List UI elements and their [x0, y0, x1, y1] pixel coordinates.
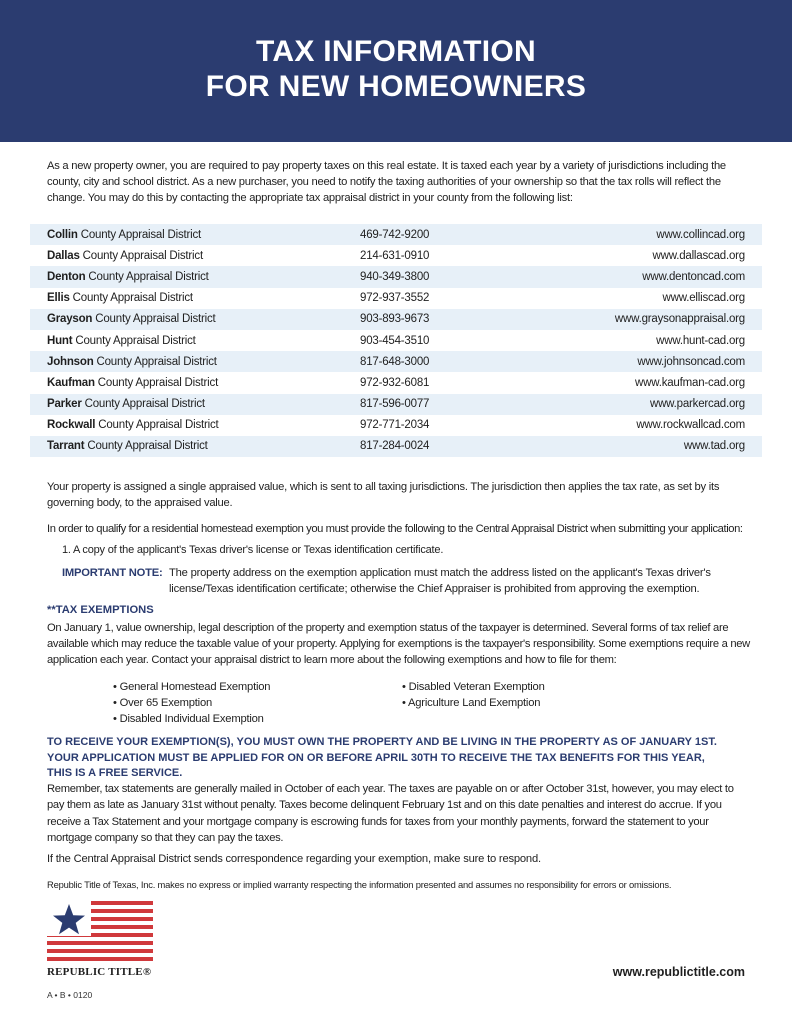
requirement-item: 1. A copy of the applicant's Texas driver's license or Texas identification certificate. — [62, 544, 444, 556]
district-suffix: County Appraisal District — [77, 228, 202, 241]
exemption-warning — [47, 735, 752, 782]
county-name: Johnson — [47, 355, 94, 368]
district-website-link[interactable]: www.johnsoncad.com — [637, 355, 745, 368]
district-name — [30, 440, 360, 452]
district-phone: 214-631-0910 — [360, 249, 430, 262]
district-row — [30, 330, 762, 351]
tax-exemptions-heading: **TAX EXEMPTIONS — [47, 604, 154, 616]
county-name: Grayson — [47, 313, 93, 326]
respond-paragraph: If the Central Appraisal District sends correspondence regarding your exemption, make sure to respond. — [47, 853, 541, 865]
district-website-link[interactable]: www.parkercad.org — [649, 398, 745, 411]
exemption-item: • Over 65 Exemption — [113, 697, 212, 709]
district-row — [30, 372, 762, 393]
district-suffix: County Appraisal District — [79, 249, 203, 262]
footer-website: www.republictitle.com — [612, 965, 745, 979]
county-name: Rockwall — [47, 419, 96, 432]
district-name — [30, 356, 360, 368]
district-phone: 940-349-3800 — [360, 270, 430, 283]
county-name: Hunt — [47, 334, 73, 347]
exemption-list-left — [113, 679, 270, 727]
district-phone: 903-893-9673 — [360, 313, 430, 326]
district-name — [30, 377, 360, 389]
district-name — [30, 419, 360, 431]
district-phone: 817-596-0077 — [360, 398, 430, 411]
district-suffix: County Appraisal District — [92, 313, 216, 326]
appraisal-district-table — [30, 224, 762, 457]
exemption-item: • General Homestead Exemption — [113, 681, 271, 693]
district-website-link[interactable]: www.dentoncad.com — [642, 270, 745, 283]
brand-name: REPUBLIC TITLE® — [47, 966, 152, 978]
warning-line-1: TO RECEIVE YOUR EXEMPTION(S), YOU MUST OWN THE PROPERTY AND BE LIVING IN THE PROPERTY AS OF JANUARY 1ST. — [47, 736, 717, 748]
district-phone: 817-284-0024 — [360, 440, 430, 453]
district-name — [30, 335, 360, 347]
district-phone: 817-648-3000 — [360, 355, 430, 368]
exemption-item: • Disabled Individual Exemption — [113, 713, 264, 725]
republic-title-flag-logo — [47, 900, 153, 962]
district-website-link[interactable]: www.kaufman-cad.org — [635, 376, 745, 389]
county-name: Kaufman — [47, 376, 95, 389]
district-name — [30, 229, 360, 241]
district-suffix: County Appraisal District — [69, 292, 193, 305]
important-note-line-2: license/Texas identification certificate; otherwise the Chief Appraiser is prohibited from approving the exemption. — [169, 583, 700, 595]
county-name: Tarrant — [47, 440, 85, 453]
disclaimer: Republic Title of Texas, Inc. makes no express or implied warranty respecting the information presented and assumes no responsibility for errors or omissions. — [47, 879, 672, 890]
important-note-label: IMPORTANT NOTE: — [62, 567, 163, 579]
district-phone: 972-771-2034 — [360, 419, 430, 432]
county-name: Denton — [47, 270, 86, 283]
page-title-line-1: TAX INFORMATION — [255, 35, 537, 68]
district-row — [30, 266, 762, 287]
district-name — [30, 398, 360, 410]
district-name — [30, 271, 360, 283]
district-website-link[interactable]: www.dallascad.org — [652, 249, 745, 262]
district-row — [30, 224, 762, 245]
district-website-link[interactable]: www.tad.org — [683, 440, 745, 453]
county-name: Dallas — [47, 249, 80, 262]
district-row — [30, 394, 762, 415]
district-name — [30, 313, 360, 325]
county-name: Parker — [47, 398, 82, 411]
district-suffix: County Appraisal District — [72, 334, 196, 347]
district-phone: 469-742-9200 — [360, 228, 430, 241]
district-suffix: County Appraisal District — [81, 398, 205, 411]
page-header — [0, 0, 792, 142]
district-website-link[interactable]: www.rockwallcad.com — [636, 419, 745, 432]
district-row — [30, 245, 762, 266]
district-suffix: County Appraisal District — [93, 355, 217, 368]
district-row — [30, 436, 762, 457]
qualify-paragraph: In order to qualify for a residential homestead exemption you must provide the following to the Central Appraisal District when submitting your application: — [47, 523, 743, 535]
district-suffix: County Appraisal District — [84, 440, 208, 453]
warning-line-2: YOUR APPLICATION MUST BE APPLIED FOR ON OR BEFORE APRIL 30TH TO RECEIVE THE TAX BENEFITS FOR THIS YEAR, — [47, 751, 705, 764]
district-phone: 972-937-3552 — [360, 292, 430, 305]
district-website-link[interactable]: www.hunt-cad.org — [656, 334, 745, 347]
county-name: Ellis — [47, 292, 70, 305]
county-name: Collin — [47, 228, 78, 241]
district-website-link[interactable]: www.elliscad.org — [662, 292, 745, 305]
district-row — [30, 415, 762, 436]
document-code: A • B • 0120 — [47, 990, 93, 1000]
district-row — [30, 351, 762, 372]
district-phone: 972-932-6081 — [360, 376, 430, 389]
district-website-link[interactable]: www.graysonappraisal.org — [614, 313, 745, 326]
warning-line-3: THIS IS A FREE SERVICE. — [47, 767, 183, 779]
district-name — [30, 292, 360, 304]
district-row — [30, 288, 762, 309]
exemption-list-right — [402, 679, 545, 711]
district-row — [30, 309, 762, 330]
exemption-item: • Agriculture Land Exemption — [402, 697, 541, 709]
district-suffix: County Appraisal District — [85, 270, 209, 283]
district-suffix: County Appraisal District — [95, 419, 219, 432]
district-website-link[interactable]: www.collincad.org — [656, 228, 745, 241]
district-suffix: County Appraisal District — [94, 376, 219, 389]
important-note-line-1: The property address on the exemption application must match the address listed on the applicant's Texas driver's — [169, 567, 711, 579]
exemption-item: • Disabled Veteran Exemption — [402, 681, 545, 693]
remember-paragraph: Remember, tax statements are generally mailed in October of each year. The taxes are payable on or after October 31st, however, you may elect to pay them as late as January 31st without penalty. Taxes become delinquent February 1st and on this date penalties and interest do accrue. If you receive a Tax Statement and your mortgage company is escrowing funds for taxes from your monthly payments, forward the statement to your mortgage company so that they can pay the taxes. — [47, 783, 734, 844]
district-name — [30, 250, 360, 262]
intro-paragraph: As a new property owner, you are required to pay property taxes on this real estate. It is taxed each year by a variety of jurisdictions including the county, city and school district. As a new purchaser, you need to notify the taxing authorities of your ownership so that the tax rolls will reflect the change. You may do this by contacting the appropriate tax appraisal district in your county from the following list: — [47, 160, 726, 204]
tax-exemptions-body: On January 1, value ownership, legal description of the property and exemption status of the taxpayer is determined. Several forms of tax relief are available which may reduce the taxable value of your property. Applying for exemptions is the taxpayer's responsibility. Some exemptions require a new application each year. Contact your appraisal district to learn more about the following exemptions and how to file for them: — [47, 622, 750, 666]
appraisal-paragraph: Your property is assigned a single appraised value, which is sent to all taxing jurisdictions. The jurisdiction then applies the tax rate, as set by its governing body, to the appraised value. — [47, 481, 720, 509]
district-phone: 903-454-3510 — [360, 334, 430, 347]
page-title-line-2: FOR NEW HOMEOWNERS — [205, 70, 587, 103]
